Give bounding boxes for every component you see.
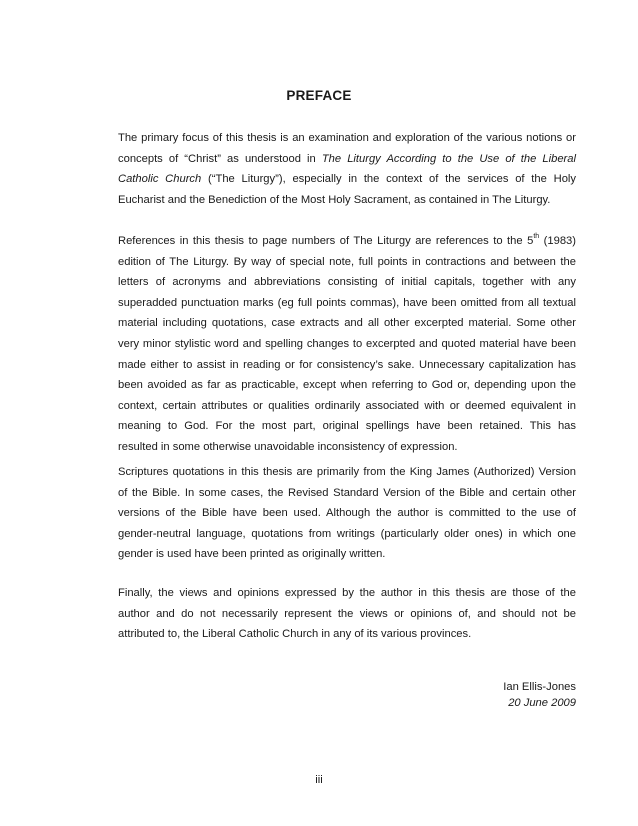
text-line: Scriptures quotations in this thesis are primarily from the King James (Authorized) Version [118, 466, 576, 478]
signature-block [503, 680, 576, 711]
text-line: concepts of “Christ” as understood in The Liturgy According to the Use of the Liberal [118, 152, 576, 165]
text-line: very minor stylistic word and spelling changes to excerpted and quoted material have been [118, 337, 576, 350]
text-line: versions of the Bible have been used. Although the author is committed to the use of [118, 507, 576, 520]
author-name: Ian Ellis-Jones [503, 681, 576, 693]
liturgy-title-italic: The Liturgy According to the Use of the Liberal [321, 152, 576, 165]
page-number: iii [315, 774, 323, 786]
text-line: meaning to God. For the most part, original spellings have been retained. This has [118, 420, 576, 433]
text-line: Catholic Church (“The Liturgy”), especially in the context of the services of the Holy [118, 173, 577, 186]
text-line: letters of acronyms and abbreviations consisting of initial capitals, together with any [118, 276, 576, 289]
page-title: PREFACE [286, 88, 352, 103]
text-line: attributed to, the Liberal Catholic Church in any of its various provinces. [118, 628, 472, 641]
text-line: context, certain attributes or qualities ordinarily associated with or deemed equivalent in [118, 399, 576, 412]
paragraph-disclaimer [118, 583, 576, 645]
text-line: References in this thesis to page numbers of The Liturgy are references to the 5th (1983) [118, 233, 576, 247]
text-line: edition of The Liturgy. By way of special note, full points in contractions and between the [118, 255, 576, 268]
text-line: Eucharist and the Benediction of the Most Holy Sacrament, as contained in The Liturgy. [118, 193, 551, 206]
text-line: resulted in some otherwise unavoidable inconsistency of expression. [118, 440, 458, 453]
liturgy-title-italic-cont: Catholic Church [118, 173, 202, 186]
paragraph-focus [118, 128, 576, 210]
text-line: been avoided as far as practicable, except when referring to God or, depending upon the [118, 379, 576, 392]
text-line: superadded punctuation marks (eg full points commas), have been omitted from all textual [118, 296, 576, 309]
text-line: gender is used have been printed as originally written. [118, 548, 386, 561]
text-line: Finally, the views and opinions expressed by the author in this thesis are those of the [118, 587, 576, 599]
superscript-th: th [533, 233, 540, 241]
signature-date: 20 June 2009 [508, 696, 576, 709]
text-line: gender-neutral language, quotations from writings (particularly older ones) in which one [118, 527, 576, 540]
text-line: of the Bible. In some cases, the Revised Standard Version of the Bible and certain other [118, 486, 576, 499]
text-line: made either to assist in reading or for consistency’s sake. Unnecessary capitalization has [118, 358, 576, 371]
paragraph-scriptures [118, 462, 576, 565]
text-line: author and do not necessarily represent the views or opinions of, and should not be [118, 607, 576, 620]
text-line: material including quotations, case extracts and all other excerpted material. Some other [118, 317, 576, 330]
text-line: The primary focus of this thesis is an examination and exploration of the various notions or [118, 132, 576, 144]
paragraph-references [118, 231, 576, 458]
